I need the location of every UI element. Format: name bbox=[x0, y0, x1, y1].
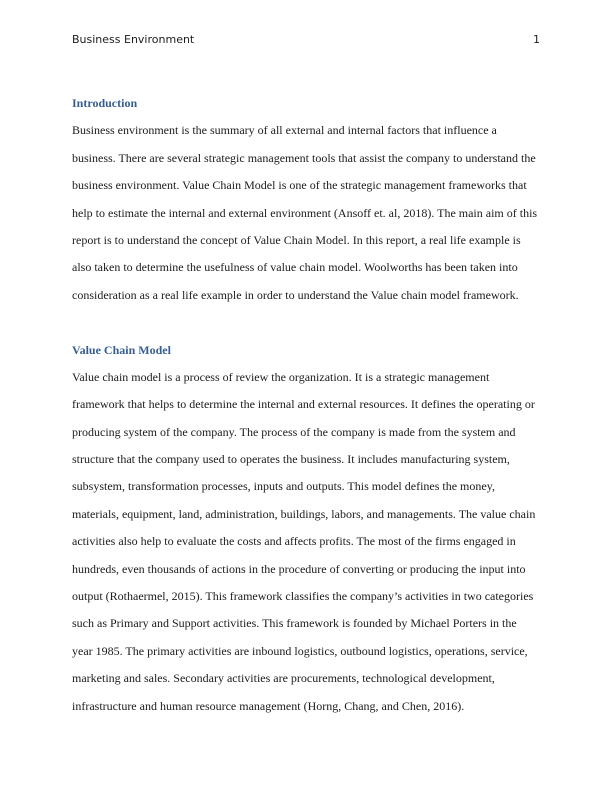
paragraph-line: output (Rothaermel, 2015). This framework classifies the company’s activities in two categories bbox=[72, 589, 534, 604]
paragraph-line: activities also help to evaluate the costs and affects profits. The most of the firms engaged in bbox=[72, 534, 516, 549]
paragraph-line: producing system of the company. The process of the company is made from the system and bbox=[72, 424, 516, 439]
document-body bbox=[72, 90, 540, 720]
paragraph-line: hundreds, even thousands of actions in the procedure of converting or producing the input into bbox=[72, 561, 526, 576]
paragraph-gap bbox=[72, 309, 540, 336]
paragraph-line: help to estimate the internal and external environment (Ansoff et. al, 2018). The main aim of this bbox=[72, 205, 538, 220]
paragraph-line: such as Primary and Support activities. This framework is founded by Michael Porters in the bbox=[72, 616, 517, 631]
paragraph-line: business. There are several strategic management tools that assist the company to understand the bbox=[72, 150, 536, 165]
paragraph-line: Value chain model is a process of review the organization. It is a strategic management bbox=[72, 369, 490, 384]
section-heading-introduction: Introduction bbox=[72, 96, 138, 110]
header-title: Business Environment bbox=[72, 33, 195, 46]
page-header bbox=[72, 33, 540, 46]
paragraph-line: Business environment is the summary of all external and internal factors that influence a bbox=[72, 123, 497, 138]
paragraph-line: marketing and sales. Secondary activities are procurements, technological development, bbox=[72, 671, 495, 686]
page-number: 1 bbox=[533, 33, 540, 46]
paragraph-line: also taken to determine the usefulness of value chain model. Woolworths has been taken into bbox=[72, 260, 518, 275]
paragraph-line: consideration as a real life example in order to understand the Value chain model framework. bbox=[72, 287, 519, 302]
paragraph-line: framework that helps to determine the internal and external resources. It defines the operating or bbox=[72, 397, 535, 412]
paragraph-line: infrastructure and human resource management (Horng, Chang, and Chen, 2016). bbox=[72, 698, 465, 713]
paragraph-line: subsystem, transformation processes, inputs and outputs. This model defines the money, bbox=[72, 479, 495, 494]
paragraph-line: materials, equipment, land, administration, buildings, labors, and managements. The value chain bbox=[72, 506, 536, 521]
paragraph-line: year 1985. The primary activities are inbound logistics, outbound logistics, operations, service, bbox=[72, 643, 528, 658]
section-heading-value-chain-model: Value Chain Model bbox=[72, 342, 171, 357]
paragraph-line: report is to understand the concept of Value Chain Model. In this report, a real life example is bbox=[72, 232, 521, 247]
paragraph-line: business environment. Value Chain Model is one of the strategic management frameworks that bbox=[72, 178, 527, 193]
paragraph-line: structure that the company used to operates the business. It includes manufacturing system, bbox=[72, 452, 510, 467]
